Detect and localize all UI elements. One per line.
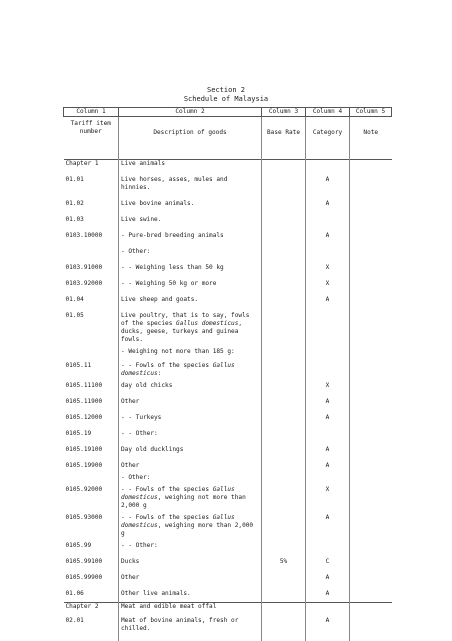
table-row: [64, 216, 392, 232]
base-rate-cell: [262, 248, 306, 264]
description-cell: - Other:: [119, 474, 262, 486]
description-cell: - - Weighing less than 50 kg: [119, 264, 262, 280]
table-row: [64, 248, 392, 264]
note-cell: [350, 348, 392, 362]
note-cell: [350, 216, 392, 232]
base-rate-cell: [262, 542, 306, 558]
description-cell: - Pure-bred breeding animals: [119, 232, 262, 248]
description-cell: Other: [119, 398, 262, 414]
table-row: [64, 617, 392, 641]
table-row: [64, 382, 392, 398]
category-cell: [306, 603, 350, 618]
base-rate-cell: [262, 430, 306, 446]
table-row: [64, 486, 392, 514]
category-cell: A: [306, 232, 350, 248]
tariff-code-cell: 01.05: [64, 312, 119, 348]
tariff-code-cell: 0105.93000: [64, 514, 119, 542]
tariff-code-cell: [64, 474, 119, 486]
note-cell: [350, 398, 392, 414]
note-cell: [350, 264, 392, 280]
tariff-code-cell: 01.06: [64, 590, 119, 603]
description-cell: - - Fowls of the species Gallus domesticus, weighing more than 2,000 g: [119, 514, 262, 542]
description-cell: Live swine.: [119, 216, 262, 232]
base-rate-cell: [262, 264, 306, 280]
tariff-code-cell: 0103.10000: [64, 232, 119, 248]
description-cell: - - Fowls of the species Gallus domesticus:: [119, 362, 262, 382]
table-row: [64, 312, 392, 348]
base-rate-cell: [262, 232, 306, 248]
note-cell: [350, 160, 392, 177]
category-cell: C: [306, 558, 350, 574]
base-rate-cell: [262, 603, 306, 618]
description-cell: Other: [119, 462, 262, 474]
tariff-code-cell: 0105.92000: [64, 486, 119, 514]
description-cell: Meat and edible meat offal: [119, 603, 262, 618]
description-cell: - - Weighing 50 kg or more: [119, 280, 262, 296]
tariff-code-cell: [64, 348, 119, 362]
section-title: Section 2: [0, 86, 452, 95]
table-row: [64, 280, 392, 296]
note-cell: [350, 414, 392, 430]
description-cell: day old chicks: [119, 382, 262, 398]
table-row: [64, 348, 392, 362]
table-row: [64, 296, 392, 312]
note-cell: [350, 486, 392, 514]
note-cell: [350, 617, 392, 641]
tariff-code-cell: 01.01: [64, 176, 119, 200]
note-cell: [350, 514, 392, 542]
category-cell: [306, 474, 350, 486]
column-1-header: Column 1: [64, 108, 119, 117]
note-cell: [350, 176, 392, 200]
note-cell: [350, 558, 392, 574]
category-cell: A: [306, 398, 350, 414]
column-2-header: Column 2: [119, 108, 262, 117]
category-cell: X: [306, 280, 350, 296]
tariff-code-cell: Chapter 1: [64, 160, 119, 177]
note-cell: [350, 462, 392, 474]
column-3-header: Column 3: [262, 108, 306, 117]
category-cell: [306, 160, 350, 177]
category-cell: [306, 248, 350, 264]
note-cell: [350, 603, 392, 618]
base-rate-cell: [262, 617, 306, 641]
base-rate-cell: [262, 176, 306, 200]
tariff-code-cell: 0103.92000: [64, 280, 119, 296]
chapter-row: [64, 603, 392, 618]
tariff-code-cell: 0105.11: [64, 362, 119, 382]
table-row: [64, 558, 392, 574]
category-cell: A: [306, 590, 350, 603]
category-cell: X: [306, 264, 350, 280]
table-row: [64, 590, 392, 603]
tariff-code-cell: 02.01: [64, 617, 119, 641]
category-cell: X: [306, 382, 350, 398]
base-rate-cell: [262, 398, 306, 414]
base-rate-cell: [262, 514, 306, 542]
tariff-code-cell: 01.03: [64, 216, 119, 232]
table-row: [64, 398, 392, 414]
base-rate-cell: [262, 474, 306, 486]
description-cell: - - Turkeys: [119, 414, 262, 430]
description-cell: Meat of bovine animals, fresh or chilled.: [119, 617, 262, 641]
base-rate-cell: [262, 280, 306, 296]
description-cell: Live animals: [119, 160, 262, 177]
tariff-code-cell: 0105.11900: [64, 398, 119, 414]
description-cell: Other: [119, 574, 262, 590]
base-rate-cell: 5%: [262, 558, 306, 574]
column-5-header: Column 5: [350, 108, 392, 117]
base-rate-cell: [262, 160, 306, 177]
chapter-row: [64, 160, 392, 177]
note-cell: [350, 232, 392, 248]
note-cell: [350, 542, 392, 558]
note-cell: [350, 280, 392, 296]
table-body: [64, 117, 392, 641]
description-header: Description of goods: [119, 117, 262, 160]
tariff-code-cell: 01.04: [64, 296, 119, 312]
base-rate-cell: [262, 590, 306, 603]
description-cell: Live poultry, that is to say, fowls of the species Gallus domesticus, ducks, geese, turkeys and guinea fowls.: [119, 312, 262, 348]
category-header: Category: [306, 117, 350, 160]
base-rate-cell: [262, 348, 306, 362]
category-cell: A: [306, 462, 350, 474]
category-cell: A: [306, 200, 350, 216]
description-cell: - Other:: [119, 248, 262, 264]
table-row: [64, 362, 392, 382]
tariff-code-cell: [64, 248, 119, 264]
tariff-code-cell: 0105.12000: [64, 414, 119, 430]
description-cell: - - Fowls of the species Gallus domesticus, weighing not more than 2,000 g: [119, 486, 262, 514]
table-row: [64, 232, 392, 248]
table-row: [64, 542, 392, 558]
tariff-code-cell: 0105.11100: [64, 382, 119, 398]
base-rate-cell: [262, 200, 306, 216]
category-cell: A: [306, 176, 350, 200]
base-rate-cell: [262, 312, 306, 348]
note-cell: [350, 430, 392, 446]
column-4-header: Column 4: [306, 108, 350, 117]
table-row: [64, 200, 392, 216]
base-rate-cell: [262, 382, 306, 398]
column-header-row: [64, 108, 392, 117]
base-rate-cell: [262, 462, 306, 474]
category-cell: A: [306, 617, 350, 641]
category-cell: A: [306, 574, 350, 590]
category-cell: [306, 430, 350, 446]
subheader-row: [64, 117, 392, 160]
base-rate-cell: [262, 446, 306, 462]
table-row: [64, 264, 392, 280]
tariff-code-cell: 0105.99900: [64, 574, 119, 590]
note-cell: [350, 200, 392, 216]
base-rate-cell: [262, 486, 306, 514]
note-cell: [350, 362, 392, 382]
table-row: [64, 430, 392, 446]
note-cell: [350, 574, 392, 590]
category-cell: [306, 362, 350, 382]
note-cell: [350, 474, 392, 486]
base-rate-cell: [262, 362, 306, 382]
table-row: [64, 514, 392, 542]
tariff-schedule-table: [63, 107, 392, 641]
category-cell: A: [306, 514, 350, 542]
category-cell: X: [306, 486, 350, 514]
tariff-code-cell: 0105.19900: [64, 462, 119, 474]
note-cell: [350, 446, 392, 462]
category-cell: [306, 542, 350, 558]
tariff-code-cell: 0105.19: [64, 430, 119, 446]
tariff-code-cell: 0105.99: [64, 542, 119, 558]
description-cell: - - Other:: [119, 542, 262, 558]
tariff-code-cell: 0105.19100: [64, 446, 119, 462]
description-cell: Live horses, asses, mules and hinnies.: [119, 176, 262, 200]
description-cell: - Weighing not more than 185 g:: [119, 348, 262, 362]
note-cell: [350, 296, 392, 312]
base-rate-header: Base Rate: [262, 117, 306, 160]
tariff-code-cell: 01.02: [64, 200, 119, 216]
table-row: [64, 574, 392, 590]
base-rate-cell: [262, 414, 306, 430]
table-row: [64, 474, 392, 486]
tariff-item-number-header: Tariff item number: [64, 117, 119, 160]
category-cell: [306, 216, 350, 232]
base-rate-cell: [262, 216, 306, 232]
category-cell: [306, 348, 350, 362]
base-rate-cell: [262, 296, 306, 312]
description-cell: Live sheep and goats.: [119, 296, 262, 312]
description-cell: Live bovine animals.: [119, 200, 262, 216]
category-cell: A: [306, 446, 350, 462]
table-row: [64, 462, 392, 474]
category-cell: A: [306, 414, 350, 430]
tariff-code-cell: 0103.91000: [64, 264, 119, 280]
table-row: [64, 176, 392, 200]
base-rate-cell: [262, 574, 306, 590]
category-cell: A: [306, 296, 350, 312]
note-cell: [350, 590, 392, 603]
schedule-title: Schedule of Malaysia: [0, 95, 452, 104]
category-cell: [306, 312, 350, 348]
note-cell: [350, 312, 392, 348]
note-header: Note: [350, 117, 392, 160]
table-row: [64, 414, 392, 430]
description-cell: Other live animals.: [119, 590, 262, 603]
description-cell: Ducks: [119, 558, 262, 574]
tariff-code-cell: Chapter 2: [64, 603, 119, 618]
table-row: [64, 446, 392, 462]
description-cell: Day old ducklings: [119, 446, 262, 462]
note-cell: [350, 248, 392, 264]
tariff-code-cell: 0105.99100: [64, 558, 119, 574]
description-cell: - - Other:: [119, 430, 262, 446]
note-cell: [350, 382, 392, 398]
